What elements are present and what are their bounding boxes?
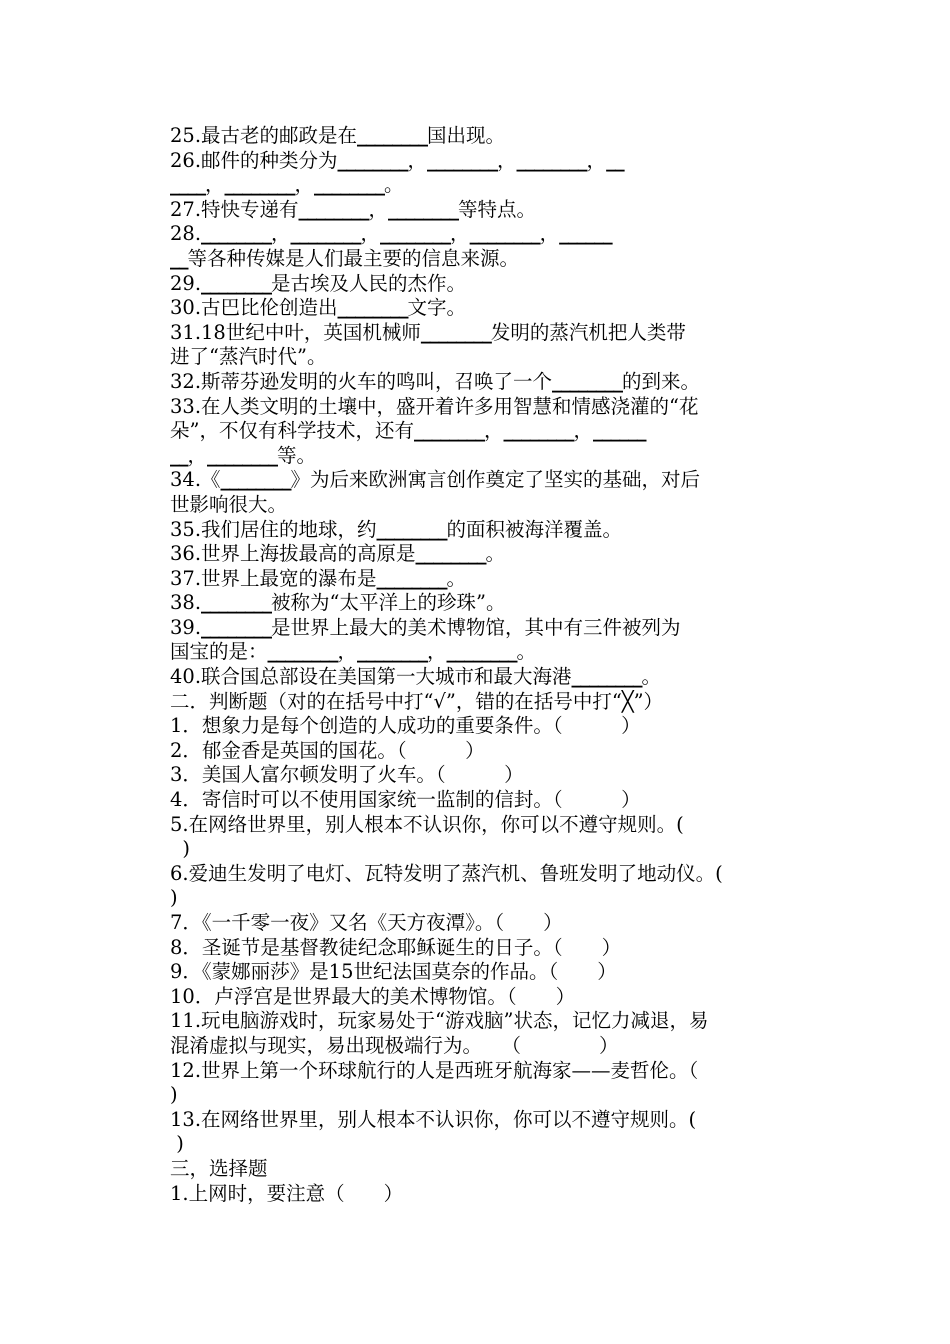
fill-in-blank: ________ (357, 124, 428, 147)
text-line: 38.________被称为“太平洋上的珍珠”。 (170, 591, 506, 615)
fill-in-blank: ________ (201, 591, 272, 615)
text-line: 混淆虚拟与现实，易出现极端行为。 （ ） (170, 1033, 619, 1057)
text-line: 4．寄信时可以不使用国家统一监制的信封。（ ） (170, 788, 641, 812)
text-line: 2．郁金香是英国的国花。（ ） (170, 738, 485, 762)
fill-in-blank: ________ (469, 222, 540, 246)
fill-in-blank: ______ (559, 222, 612, 246)
fill-in-blank: ________ (220, 468, 291, 492)
fill-in-blank: ________ (298, 197, 369, 221)
fill-in-blank: ________ (516, 148, 587, 172)
fill-in-blank: ________ (314, 173, 385, 197)
fill-in-blank: ________ (201, 271, 272, 295)
fill-in-blank: __ (170, 443, 188, 467)
fill-in-blank: ________ (224, 173, 295, 197)
fill-in-blank: ________ (420, 320, 491, 344)
fill-in-blank: ________ (267, 640, 338, 664)
text-line: 35.我们居住的地球，约________的面积被海洋覆盖。 (170, 517, 623, 541)
text-line: 6.爱迪生发明了电灯、瓦特发明了蒸汽机、鲁班发明了地动仪。( (170, 861, 723, 885)
fill-in-blank: ________ (201, 615, 272, 639)
text-line: 40.联合国总部设在美国第一大城市和最大海港________。 (170, 665, 662, 689)
text-line: ____，________，________。 (170, 173, 404, 197)
text-line: 5.在网络世界里，别人根本不认识你，你可以不遵守规则。( (170, 812, 684, 836)
text-line: 12.世界上第一个环球航行的人是西班牙航海家——麦哲伦。（ (170, 1058, 699, 1082)
text-line: 二．判断题（对的在括号中打“√”，错的在括号中打“╳”） (170, 689, 664, 713)
fill-in-blank: ____ (170, 173, 205, 197)
text-line: 32.斯蒂芬逊发明的火车的鸣叫，召唤了一个________的到来。 (170, 369, 701, 393)
text-line: 9．《蒙娜丽莎》是15世纪法国莫奈的作品。（ ） (170, 960, 617, 984)
text-line: 三，选择题 (170, 1156, 268, 1180)
text-line: 34.《________》为后来欧洲寓言创作奠定了坚实的基础，对后 (170, 468, 701, 492)
fill-in-blank: ________ (380, 222, 451, 246)
text-line: 世影响很大。 (170, 492, 288, 516)
text-line: 3．美国人富尔顿发明了火车。（ ） (170, 763, 524, 787)
fill-in-blank: ________ (357, 640, 428, 664)
text-line: ) (170, 1083, 178, 1107)
fill-in-blank: ________ (201, 222, 272, 246)
text-line: 27.特快专递有________，________等特点。 (170, 197, 537, 221)
fill-in-blank: __ (170, 246, 188, 270)
fill-in-blank: ________ (337, 296, 408, 320)
text-line: 28.________，________，________，________，______ (170, 222, 612, 246)
text-line: 朵”，不仅有科学技术，还有________，________，______ (170, 419, 646, 443)
text-line: 31.18世纪中叶，英国机械师________发明的蒸汽机把人类带 (170, 320, 686, 344)
text-line: 11.玩电脑游戏时，玩家易处于“游戏脑”状态，记忆力减退，易 (170, 1009, 709, 1033)
fill-in-blank: ________ (571, 665, 642, 689)
text-line: 33.在人类文明的土壤中，盛开着许多用智慧和情感浇灌的“花 (170, 394, 699, 418)
text-line: 13.在网络世界里，别人根本不认识你，你可以不遵守规则。( (170, 1107, 697, 1131)
text-line: __，________等。 (170, 443, 317, 467)
fill-in-blank: ________ (376, 517, 447, 541)
text-line: 8．圣诞节是基督教徒纪念耶稣诞生的日子。（ ） (170, 935, 622, 959)
text-line: 7．《一千零一夜》又名《天方夜潭》。（ ） (170, 911, 563, 934)
fill-in-blank: ________ (388, 197, 459, 221)
text-line: 39.________是世界上最大的美术博物馆，其中有三件被列为 (170, 615, 681, 639)
text-line: 36.世界上海拔最高的高原是________。 (170, 542, 506, 566)
fill-in-blank: ________ (337, 148, 408, 172)
fill-in-blank: ________ (413, 419, 484, 443)
text-line: __等各种传媒是人们最主要的信息来源。 (170, 246, 520, 270)
fill-in-blank: ______ (593, 419, 646, 443)
fill-in-blank: ________ (427, 148, 498, 172)
document-page (170, 124, 802, 1206)
fill-in-blank: ________ (376, 566, 447, 590)
fill-in-blank: ________ (503, 419, 574, 443)
text-line: 30.古巴比伦创造出________文字。 (170, 296, 467, 320)
fill-in-blank: ________ (207, 443, 278, 467)
text-line: 1．想象力是每个创造的人成功的重要条件。（ ） (170, 714, 641, 738)
text-line: 国宝的是：________，________，________。 (170, 640, 537, 664)
text-line: 1.上网时，要注意（ ） (170, 1181, 404, 1205)
text-line: ) (170, 837, 191, 861)
fill-in-blank: __ (606, 148, 624, 172)
fill-in-blank: ________ (552, 369, 623, 393)
text-line: 29.________是古埃及人民的杰作。 (170, 271, 467, 295)
fill-in-blank: ________ (446, 640, 517, 664)
fill-in-blank: ________ (290, 222, 361, 246)
fill-in-blank: ________ (415, 542, 486, 566)
text-line: 进了“蒸汽时代”。 (170, 345, 327, 369)
text-line: ) (170, 886, 178, 910)
text-line: 26.邮件的种类分为________，________，________，__ (170, 148, 624, 172)
text-line: 37.世界上最宽的瀑布是________。 (170, 566, 467, 590)
text-line: ) (170, 1132, 184, 1156)
text-line: 10．卢浮宫是世界最大的美术博物馆。（ ） (170, 984, 576, 1008)
text-line: 25.最古老的邮政是在________国出现。 (170, 124, 506, 147)
